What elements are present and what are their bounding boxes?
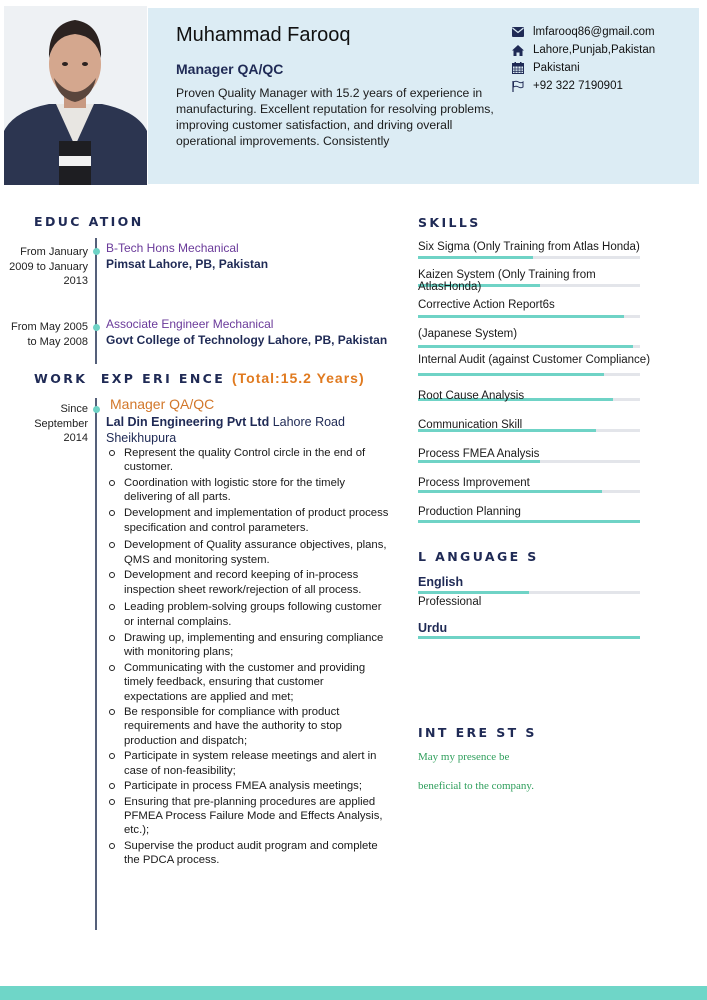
timeline-dot xyxy=(93,248,100,255)
skill-label: Production Planning xyxy=(418,506,521,518)
language-level-fill xyxy=(418,636,640,639)
contact-address xyxy=(511,41,655,59)
contact-nationality xyxy=(511,59,655,77)
duty-item: Leading problem-solving groups following customer or internal complains. xyxy=(108,600,390,630)
language-name: Urdu xyxy=(418,621,448,635)
skills-heading: SKILLS xyxy=(418,215,481,230)
skill-label: Kaizen System (Only Training from AtlasHonda) xyxy=(418,269,596,293)
skill-level-fill xyxy=(418,490,602,493)
footer-bar xyxy=(0,986,707,1000)
company-info xyxy=(106,414,366,446)
profile-summary: Proven Quality Manager with 15.2 years of experience in manufacturing. Excellent reputation for resolving problems, improving customer satisfaction, and driving overall operational improvements. Consistently xyxy=(176,86,494,148)
job-title: Manager QA/QC xyxy=(110,396,215,412)
education-date: From May 2005 to May 2008 xyxy=(10,321,88,348)
duty-item: Development and record keeping of in-process inspection sheet rework/rejection of all process. xyxy=(108,568,390,598)
work-total-years: (Total:15.2 Years) xyxy=(231,370,365,386)
contact-nationality-text: Pakistani xyxy=(533,62,580,74)
interest-text: May my presence be xyxy=(418,751,510,763)
language-level: Professional xyxy=(418,596,482,608)
skill-label: Process Improvement xyxy=(418,477,530,489)
duty-item: Development and implementation of product process specification and control parameters. xyxy=(108,506,390,537)
interests-heading: INT ERE ST S xyxy=(418,725,537,740)
duty-item: Represent the quality Control circle in the end of customer. xyxy=(108,446,390,474)
calendar-icon xyxy=(511,62,525,74)
skill-level-bar xyxy=(418,315,640,318)
candidate-name: Muhammad Farooq xyxy=(176,24,351,46)
interest-text: beneficial to the company. xyxy=(418,780,534,792)
language-name: English xyxy=(418,575,464,589)
skill-level-fill xyxy=(418,256,533,259)
contact-phone[interactable] xyxy=(511,77,655,95)
skill-label: Process FMEA Analysis xyxy=(418,448,540,460)
timeline-dot xyxy=(93,406,100,413)
profile-photo xyxy=(4,6,147,185)
language-level-fill xyxy=(418,591,529,594)
work-experience-heading xyxy=(34,370,365,386)
timeline-dot xyxy=(93,324,100,331)
education-degree: B-Tech Hons Mechanical xyxy=(106,241,239,255)
skill-level-bar xyxy=(418,373,640,376)
skill-level-fill xyxy=(418,345,633,348)
skill-label: Corrective Action Report6s xyxy=(418,299,555,311)
language-level-bar xyxy=(418,636,640,639)
flag-icon xyxy=(511,80,525,92)
skill-label: (Japanese System) xyxy=(418,328,518,340)
candidate-role: Manager QA/QC xyxy=(176,61,284,77)
skill-label: Six Sigma (Only Training from Atlas Honda) xyxy=(418,241,640,253)
skill-level-fill xyxy=(418,460,540,463)
contact-email-text: lmfarooq86@gmail.com xyxy=(533,26,655,38)
company-location: Lahore Road Sheikhupura xyxy=(106,415,345,445)
work-date: Since September 2014 xyxy=(34,403,88,444)
education-degree: Associate Engineer Mechanical xyxy=(106,317,274,331)
skill-level-fill xyxy=(418,373,604,376)
skill-level-bar xyxy=(418,256,640,259)
duty-item: Ensuring that pre-planning procedures are applied PFMEA Process Failure Mode and Effects Analysis, etc.); xyxy=(108,795,390,838)
education-timeline xyxy=(95,238,97,364)
contact-address-text: Lahore,Punjab,Pakistan xyxy=(533,44,656,56)
duty-item: Participate in system release meetings and alert in case of non-feasibility; xyxy=(108,749,390,777)
duty-item: Development of Quality assurance objectives, plans, QMS and monitoring system. xyxy=(108,538,390,566)
work-experience-title: WORK EXP ERI ENCE xyxy=(34,371,226,386)
contact-list xyxy=(511,23,655,95)
education-heading: EDUC ATION xyxy=(34,214,144,229)
contact-phone-text: +92 322 7190901 xyxy=(533,80,623,92)
contact-email[interactable] xyxy=(511,23,655,41)
language-level-bar xyxy=(418,591,640,594)
skill-level-bar xyxy=(418,520,640,523)
duties-list xyxy=(108,446,390,869)
skill-label: Root Cause Analysis xyxy=(418,390,525,402)
duty-item: Coordination with logistic store for the timely delivering of all parts. xyxy=(108,476,390,504)
education-institute: Pimsat Lahore, PB, Pakistan xyxy=(106,257,269,271)
skill-label: Internal Audit (against Customer Compliance) xyxy=(418,354,651,366)
work-timeline xyxy=(95,398,97,930)
skill-label: Communication Skill xyxy=(418,419,523,431)
education-date: From January 2009 to January 2013 xyxy=(9,246,88,287)
skill-level-bar xyxy=(418,460,640,463)
envelope-icon xyxy=(511,26,525,38)
duty-item: Be responsible for compliance with product requirements and have the authority to stop production and dispatch; xyxy=(108,705,390,748)
skill-level-bar xyxy=(418,490,640,493)
languages-heading: L ANGUAGE S xyxy=(418,549,539,564)
company-name: Lal Din Engineering Pvt Ltd xyxy=(106,415,270,429)
duty-item: Drawing up, implementing and ensuring compliance with monitoring plans; xyxy=(108,631,390,659)
skill-level-fill xyxy=(418,315,624,318)
skill-level-fill xyxy=(418,520,640,523)
duty-item: Participate in process FMEA analysis meetings; xyxy=(108,779,390,793)
skill-level-bar xyxy=(418,345,640,348)
home-icon xyxy=(511,44,525,56)
duty-item: Supervise the product audit program and complete the PDCA process. xyxy=(108,839,390,867)
duty-item: Communicating with the customer and providing timely feedback, ensuring that customer expectations are applied and met; xyxy=(108,661,390,704)
education-institute: Govt College of Technology Lahore, PB, Pakistan xyxy=(106,333,388,347)
